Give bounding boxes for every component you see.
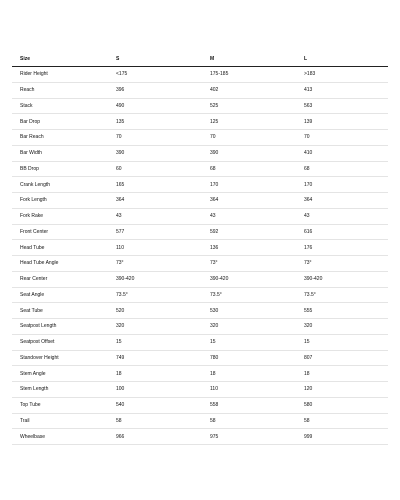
table-row — [12, 303, 388, 319]
row-label: Head Tube — [12, 240, 108, 256]
cell-size-l: >183 — [296, 67, 388, 83]
table-row — [12, 67, 388, 83]
cell-size-l: 73° — [296, 256, 388, 272]
cell-size-s: 490 — [108, 98, 202, 114]
cell-size-l: 580 — [296, 397, 388, 413]
cell-size-l: 43 — [296, 208, 388, 224]
row-label: Reach — [12, 82, 108, 98]
table-row — [12, 224, 388, 240]
cell-size-m: 43 — [202, 208, 296, 224]
cell-size-s: 135 — [108, 114, 202, 130]
cell-size-m: 15 — [202, 334, 296, 350]
cell-size-s: 396 — [108, 82, 202, 98]
table-header — [12, 52, 388, 67]
cell-size-m: 320 — [202, 319, 296, 335]
cell-size-m: 175-185 — [202, 67, 296, 83]
cell-size-s: <175 — [108, 67, 202, 83]
row-label: Seatpost Offset — [12, 334, 108, 350]
cell-size-s: 43 — [108, 208, 202, 224]
column-header-s: S — [108, 52, 202, 67]
row-label: Stem Length — [12, 382, 108, 398]
row-label: Seatpost Length — [12, 319, 108, 335]
cell-size-s: 100 — [108, 382, 202, 398]
cell-size-l: 807 — [296, 350, 388, 366]
row-label: Crank Length — [12, 177, 108, 193]
table-row — [12, 98, 388, 114]
cell-size-s: 364 — [108, 193, 202, 209]
row-label: Stem Angle — [12, 366, 108, 382]
cell-size-l: 120 — [296, 382, 388, 398]
cell-size-m: 525 — [202, 98, 296, 114]
row-label: Seat Tube — [12, 303, 108, 319]
cell-size-m: 68 — [202, 161, 296, 177]
row-label: Standover Height — [12, 350, 108, 366]
cell-size-l: 58 — [296, 413, 388, 429]
table-row — [12, 319, 388, 335]
row-label: Rider Height — [12, 67, 108, 83]
cell-size-s: 70 — [108, 130, 202, 146]
row-label: Trail — [12, 413, 108, 429]
cell-size-m: 592 — [202, 224, 296, 240]
cell-size-m: 125 — [202, 114, 296, 130]
cell-size-s: 390-420 — [108, 271, 202, 287]
cell-size-m: 530 — [202, 303, 296, 319]
table-row — [12, 334, 388, 350]
cell-size-l: 410 — [296, 145, 388, 161]
table-row — [12, 240, 388, 256]
cell-size-s: 320 — [108, 319, 202, 335]
cell-size-m: 110 — [202, 382, 296, 398]
cell-size-l: 555 — [296, 303, 388, 319]
column-header-m: M — [202, 52, 296, 67]
cell-size-m: 18 — [202, 366, 296, 382]
column-header-size: Size — [12, 52, 108, 67]
table-row — [12, 145, 388, 161]
row-label: BB Drop — [12, 161, 108, 177]
cell-size-m: 170 — [202, 177, 296, 193]
row-label: Front Center — [12, 224, 108, 240]
header-row — [12, 52, 388, 67]
row-label: Fork Length — [12, 193, 108, 209]
table-row — [12, 382, 388, 398]
cell-size-s: 58 — [108, 413, 202, 429]
cell-size-s: 165 — [108, 177, 202, 193]
cell-size-s: 577 — [108, 224, 202, 240]
cell-size-l: 999 — [296, 429, 388, 445]
cell-size-m: 73° — [202, 256, 296, 272]
cell-size-m: 558 — [202, 397, 296, 413]
cell-size-s: 966 — [108, 429, 202, 445]
table-row — [12, 130, 388, 146]
row-label: Wheelbase — [12, 429, 108, 445]
cell-size-m: 390 — [202, 145, 296, 161]
cell-size-l: 73.5° — [296, 287, 388, 303]
table-row — [12, 350, 388, 366]
cell-size-l: 68 — [296, 161, 388, 177]
cell-size-l: 413 — [296, 82, 388, 98]
cell-size-m: 975 — [202, 429, 296, 445]
cell-size-s: 15 — [108, 334, 202, 350]
cell-size-s: 60 — [108, 161, 202, 177]
table-row — [12, 256, 388, 272]
cell-size-m: 73.5° — [202, 287, 296, 303]
cell-size-s: 540 — [108, 397, 202, 413]
cell-size-l: 563 — [296, 98, 388, 114]
table-row — [12, 177, 388, 193]
cell-size-s: 520 — [108, 303, 202, 319]
table-row — [12, 208, 388, 224]
cell-size-m: 390-420 — [202, 271, 296, 287]
cell-size-m: 70 — [202, 130, 296, 146]
cell-size-l: 364 — [296, 193, 388, 209]
table-body — [12, 67, 388, 445]
table-row — [12, 429, 388, 445]
table-row — [12, 366, 388, 382]
cell-size-m: 58 — [202, 413, 296, 429]
row-label: Seat Angle — [12, 287, 108, 303]
table-row — [12, 413, 388, 429]
table-row — [12, 161, 388, 177]
cell-size-s: 749 — [108, 350, 202, 366]
cell-size-m: 364 — [202, 193, 296, 209]
cell-size-s: 390 — [108, 145, 202, 161]
row-label: Top Tube — [12, 397, 108, 413]
cell-size-s: 18 — [108, 366, 202, 382]
geometry-table — [12, 52, 388, 445]
cell-size-l: 616 — [296, 224, 388, 240]
cell-size-m: 136 — [202, 240, 296, 256]
cell-size-l: 320 — [296, 319, 388, 335]
cell-size-m: 780 — [202, 350, 296, 366]
cell-size-l: 170 — [296, 177, 388, 193]
cell-size-l: 139 — [296, 114, 388, 130]
row-label: Rear Center — [12, 271, 108, 287]
cell-size-l: 390-420 — [296, 271, 388, 287]
table-row — [12, 82, 388, 98]
table-row — [12, 193, 388, 209]
cell-size-l: 176 — [296, 240, 388, 256]
row-label: Head Tube Angle — [12, 256, 108, 272]
table-row — [12, 397, 388, 413]
row-label: Fork Rake — [12, 208, 108, 224]
row-label: Bar Width — [12, 145, 108, 161]
table-row — [12, 271, 388, 287]
row-label: Bar Drop — [12, 114, 108, 130]
column-header-l: L — [296, 52, 388, 67]
cell-size-s: 73.5° — [108, 287, 202, 303]
row-label: Bar Reach — [12, 130, 108, 146]
cell-size-m: 402 — [202, 82, 296, 98]
cell-size-s: 73° — [108, 256, 202, 272]
cell-size-l: 70 — [296, 130, 388, 146]
cell-size-s: 110 — [108, 240, 202, 256]
cell-size-l: 15 — [296, 334, 388, 350]
row-label: Stack — [12, 98, 108, 114]
table-row — [12, 114, 388, 130]
cell-size-l: 18 — [296, 366, 388, 382]
table-row — [12, 287, 388, 303]
